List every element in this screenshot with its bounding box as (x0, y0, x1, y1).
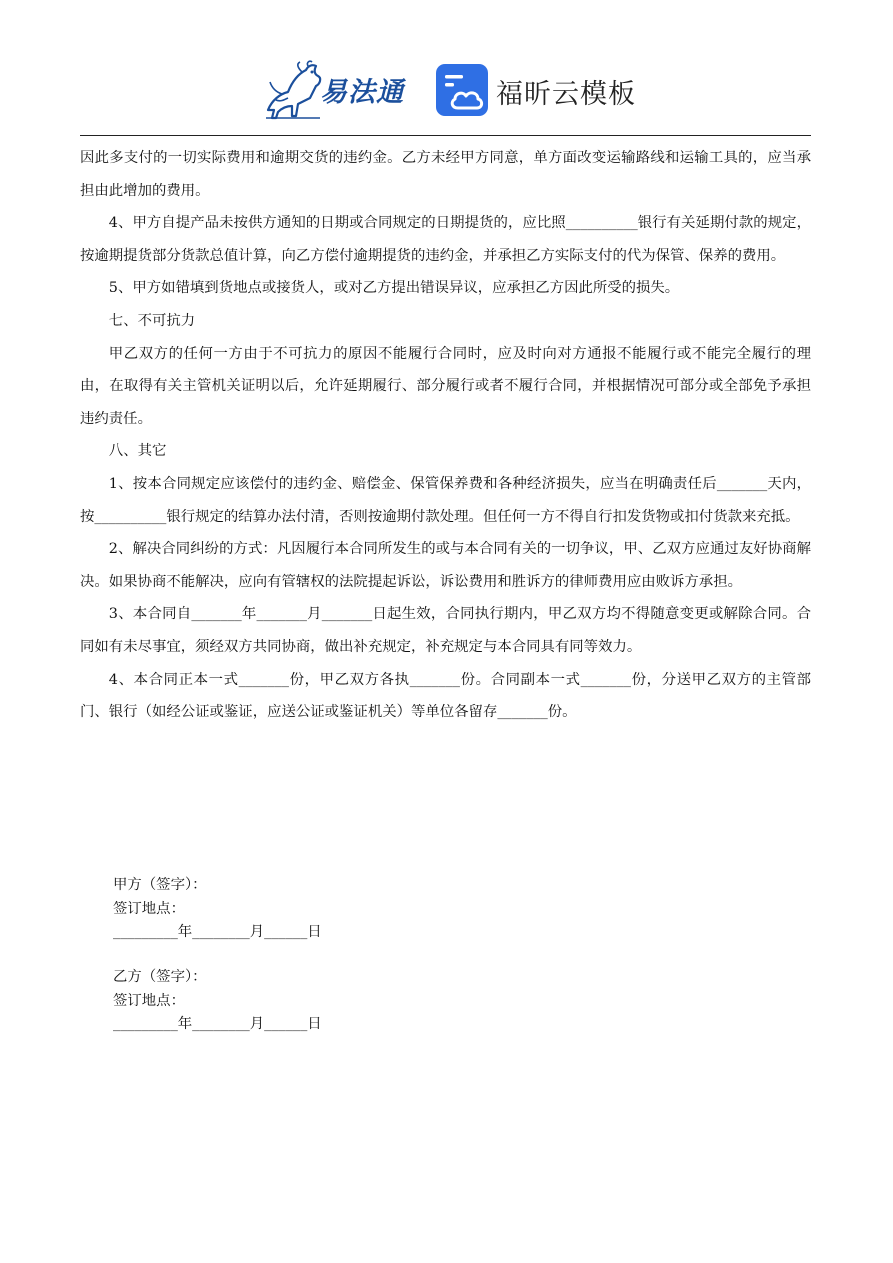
section-heading-other: 八、其它 (108, 443, 167, 460)
clause-effective-date: 3、本合同自_______年_______月_______日起生效，合同执行期内，甲乙双方均不得随意变更或解除合同。合同如有未尽事宜，须经双方共同协商，做出补充规定，补充规定与本合同具有同等效力。 (80, 606, 811, 655)
clause-wrong-address: 5、甲方如错填到货地点或接货人，或对乙方提出错误异议，应承担乙方因此所受的损失。 (108, 280, 680, 297)
signature-block-party-b (113, 966, 322, 1037)
clause-pickup-delay: 4、甲方自提产品未按供方通知的日期或合同规定的日期提货的，应比照__________银行有关延期付款的规定，按逾期提货部分货款总值计算，向乙方偿付逾期提货的违约金，并承担乙方实际支付的代为保管、保养的费用。 (80, 215, 811, 264)
cloud-document-logo-icon (436, 64, 488, 116)
clause-force-majeure: 甲乙双方的任何一方由于不可抗力的原因不能履行合同时，应及时向对方通报不能履行或不能完全履行的理由，在取得有关主管机关证明以后，允许延期履行、部分履行或者不履行合同，并根据情况可部分或全部免予承担违约责任。 (80, 345, 811, 427)
party-a-place-label: 签订地点： (113, 900, 185, 917)
section-heading-force-majeure: 七、不可抗力 (108, 312, 196, 329)
clause-payment-settlement: 1、按本合同规定应该偿付的违约金、赔偿金、保管保养费和各种经济损失，应当在明确责任后_______天内，按__________银行规定的结算办法付清，否则按逾期付款处理。但任何一方不得自行扣发货物或扣付货款来充抵。 (80, 475, 811, 525)
header-divider (80, 135, 811, 136)
party-b-place-label: 签订地点： (113, 992, 185, 1009)
contract-body (80, 142, 811, 729)
party-a-signature-label: 甲方（签字）： (113, 877, 207, 893)
party-a-date-line: _________年________月______日 (113, 924, 322, 940)
logo-left-text: 易法通 (320, 77, 404, 108)
clause-dispute-resolution: 2、解决合同纠纷的方式：凡因履行本合同所发生的或与本合同有关的一切争议，甲、乙双方应通过友好协商解决。如果协商不能解决，应向有管辖权的法院提起诉讼，诉讼费用和胜诉方的律师费用应由败诉方承担。 (80, 541, 811, 590)
clause-copies: 4、本合同正本一式_______份，甲乙双方各执_______份。合同副本一式_______份，分送甲乙双方的主管部门、银行（如经公证或鉴证，应送公证或鉴证机关）等单位各留存_______份。 (80, 671, 811, 721)
party-b-signature-label: 乙方（签字）： (113, 969, 207, 985)
paragraph-continuation: 因此多支付的一切实际费用和逾期交货的违约金。乙方未经甲方同意，单方面改变运输路线和运输工具的，应当承担由此增加的费用。 (80, 150, 811, 199)
page-header (0, 58, 893, 124)
logo-right-text: 福昕云模板 (496, 79, 636, 110)
signature-block-party-a (113, 874, 322, 945)
party-b-date-line: _________年________月______日 (113, 1016, 322, 1032)
